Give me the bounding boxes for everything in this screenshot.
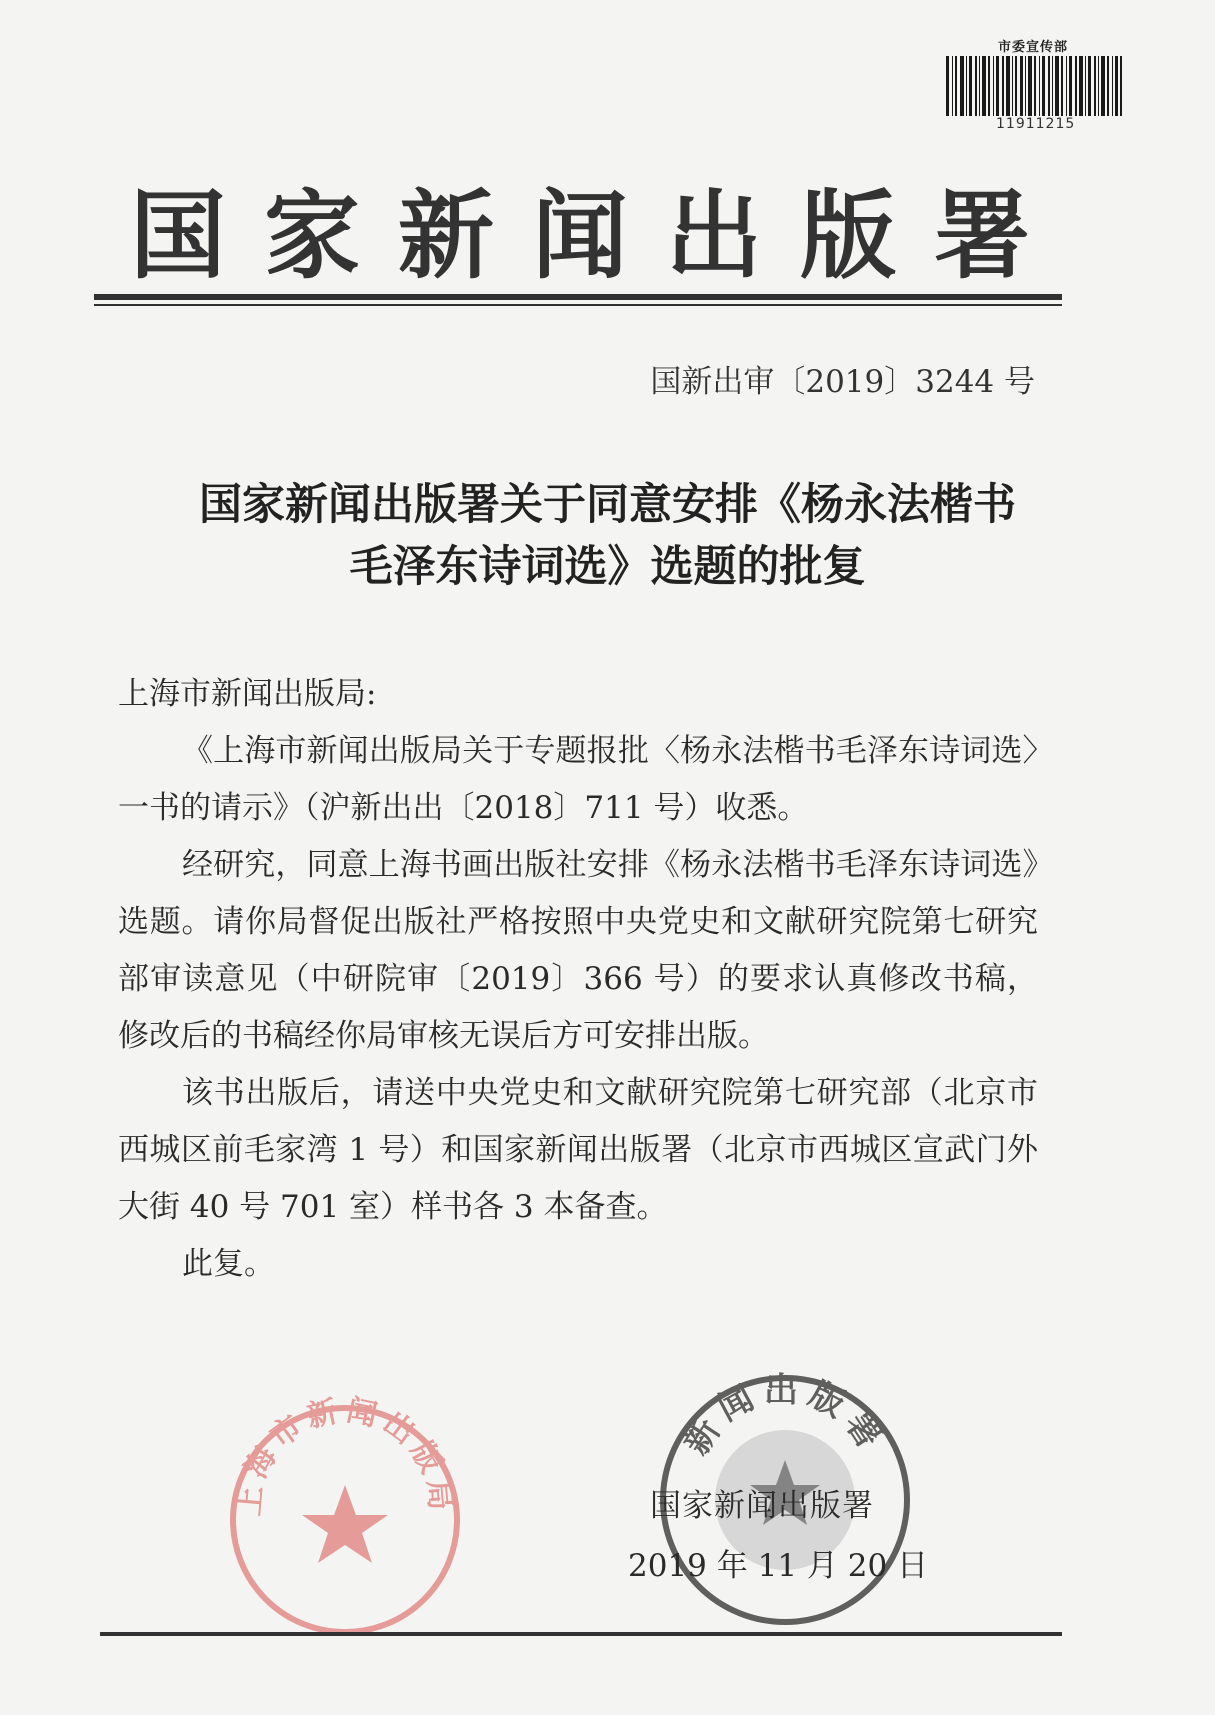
signature-date: 2019 年 11 月 20 日 [628, 1548, 929, 1584]
issuer-title: 国家新闻出版署 [130, 180, 1068, 292]
red-seal-icon [220, 1395, 470, 1645]
barcode-department: 市委宣传部 [998, 40, 1069, 55]
document-title-line-2: 毛泽东诗词选》选题的批复 [349, 542, 866, 592]
body-paragraph: 《上海市新闻出版局关于专题报批〈杨永法楷书毛泽东诗词选〉一书的请示》（沪新出出〔2018〕711 号）收悉。 [118, 733, 1038, 826]
document-title-line-1: 国家新闻出版署关于同意安排《杨永法楷书 [199, 480, 1016, 530]
body-paragraph: 经研究，同意上海书画出版社安排《杨永法楷书毛泽东诗词选》选题。请你局督促出版社严格按照中央党史和文献研究院第七研究部审读意见（中研院审〔2019〕366 号）的要求认真修改书稿，修改后的书稿经你局审核无误后方可安排出版。 [118, 847, 1038, 1054]
header-divider-thin [94, 304, 1062, 306]
barcode-icon [944, 56, 1124, 116]
barcode-number: 11911215 [996, 116, 1076, 132]
barcode-label [940, 34, 1130, 134]
signature-organization: 国家新闻出版署 [650, 1488, 874, 1524]
salutation: 上海市新闻出版局: [118, 676, 377, 712]
document-title [120, 474, 1095, 598]
body-paragraph: 此复。 [182, 1246, 275, 1282]
footer-divider [100, 1632, 1062, 1636]
header-divider [94, 294, 1062, 300]
left-seal-text: 上海市新闻出版局 [231, 1395, 459, 1518]
right-seal-text: 新闻出版署 [676, 1370, 894, 1463]
document-body [118, 666, 1038, 1293]
body-paragraph: 该书出版后，请送中央党史和文献研究院第七研究部（北京市西城区前毛家湾 1 号）和国家新闻出版署（北京市西城区宣武门外大街 40 号 701 室）样书各 3 本备查。 [118, 1075, 1038, 1225]
document-number: 国新出审〔2019〕3244 号 [650, 364, 1035, 400]
